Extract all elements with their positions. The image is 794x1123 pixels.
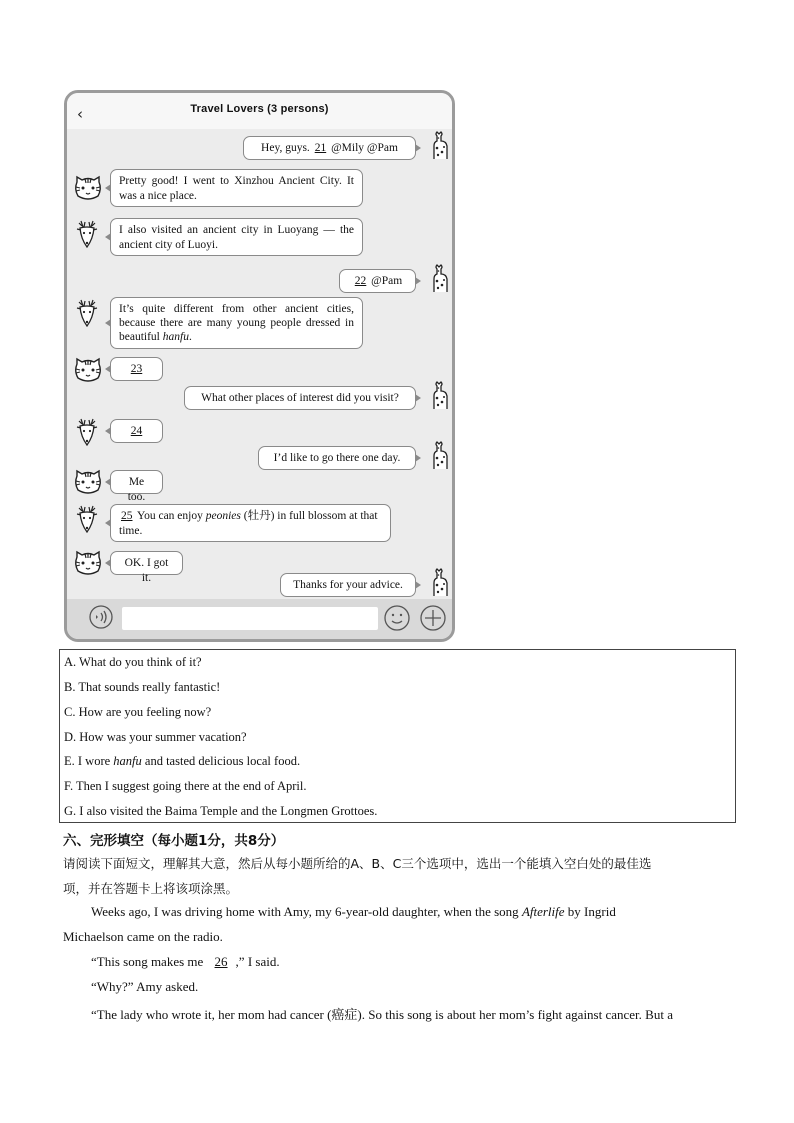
message-text: @Mily @Pam [328,142,398,154]
giraffe-avatar-icon [424,380,454,410]
message-text: @Pam [368,275,403,287]
answer-blank: 21 [314,142,327,154]
message-text: I’d like to go there one day. [273,452,401,464]
chat-message [110,218,363,256]
chat-message [110,357,163,381]
option-e [64,754,300,769]
answer-blank: 26 [214,954,228,969]
chat-message [110,419,163,443]
passage-line: Michaelson came on the radio. [63,929,223,944]
answer-blank: 25 [121,510,133,522]
giraffe-avatar-icon [424,263,454,293]
italic-word: hanfu [113,754,142,768]
option-text: and tasted delicious local food. [141,754,301,768]
section-title: 六、完形填空（每小题1分，共8分） [63,833,285,849]
chat-message [258,446,416,470]
instruction-line: 项，并在答题卡上将该项涂黑。 [63,881,239,896]
passage-text: “This song makes me [91,954,207,969]
tiger-avatar-icon [73,355,103,385]
chat-message [110,297,363,349]
deer-avatar-icon [72,504,102,534]
passage-line [91,954,280,970]
giraffe-avatar-icon [424,440,454,470]
deer-avatar-icon [72,219,102,249]
option-c: C. How are you feeling now? [64,705,212,719]
passage-text: by Ingrid [564,904,616,919]
chat-message [110,504,391,542]
option-a: A. What do you think of it? [64,655,202,669]
chat-window [64,90,455,642]
italic-word: Afterlife [521,904,565,919]
instruction-line: 请阅读下面短文，理解其大意，然后从每小题所给的A、B、C三个选项中，选出一个能填入空白处的最佳选 [63,856,652,871]
chat-header [67,93,452,129]
add-icon[interactable] [420,605,446,631]
passage-text: ,” I said. [235,954,280,969]
back-button[interactable]: ‹ [77,105,83,123]
chat-message [110,551,183,584]
message-text: Hey, guys. [261,142,313,154]
passage-text: Weeks ago, I was driving home with Amy, my 6-year-old daughter, when the song [91,904,522,919]
option-g: G. I also visited the Baima Temple and the Longmen Grottoes. [64,804,378,818]
chat-message [110,470,163,503]
chat-input-bar [67,599,452,639]
italic-word: peonies [205,510,241,522]
message-text: It’s quite different from other ancient cities, because there are many young people dressed in beautiful [119,303,354,343]
message-text: Pretty good! I went to Xinzhou Ancient City. It was a nice place. [119,175,354,202]
chat-message [243,136,416,160]
italic-word: hanfu [162,331,189,343]
giraffe-avatar-icon [424,567,454,597]
message-text: . [188,331,192,343]
answer-blank: 23 [130,363,143,375]
option-text: E. I wore [64,754,114,768]
emoji-icon[interactable] [384,605,410,631]
passage-line: “Why?” Amy asked. [91,979,199,994]
tiger-avatar-icon [73,173,103,203]
deer-avatar-icon [72,417,102,447]
chat-message [184,386,416,410]
option-d: D. How was your summer vacation? [64,730,247,744]
chat-message [339,269,416,293]
message-text: I also visited an ancient city in Luoyang — the ancient city of Luoyi. [119,224,354,251]
passage-line: “The lady who wrote it, her mom had cancer (癌症). So this song is about her mom’s fight against cancer. But a [91,1007,673,1022]
message-input[interactable] [122,607,378,630]
option-f: F. Then I suggest going there at the end of April. [64,779,307,793]
chat-title: Travel Lovers (3 persons) [190,103,329,115]
message-text: You can enjoy [134,510,206,522]
answer-blank: 22 [354,275,367,287]
giraffe-avatar-icon [424,130,454,160]
message-text: What other places of interest did you visit? [201,392,399,404]
message-text: (牡丹) in full blossom at that time. [119,510,378,537]
passage-line [91,904,616,920]
message-text: Thanks for your advice. [293,579,403,591]
chat-message [280,573,416,597]
deer-avatar-icon [72,298,102,328]
message-text: Me too. [127,476,146,503]
voice-icon[interactable] [89,605,113,629]
options-box [59,649,736,823]
tiger-avatar-icon [73,467,103,497]
answer-blank: 24 [130,425,143,437]
message-text: OK. I got it. [124,557,169,584]
chat-message [110,169,363,207]
tiger-avatar-icon [73,548,103,578]
option-b: B. That sounds really fantastic! [64,680,221,694]
